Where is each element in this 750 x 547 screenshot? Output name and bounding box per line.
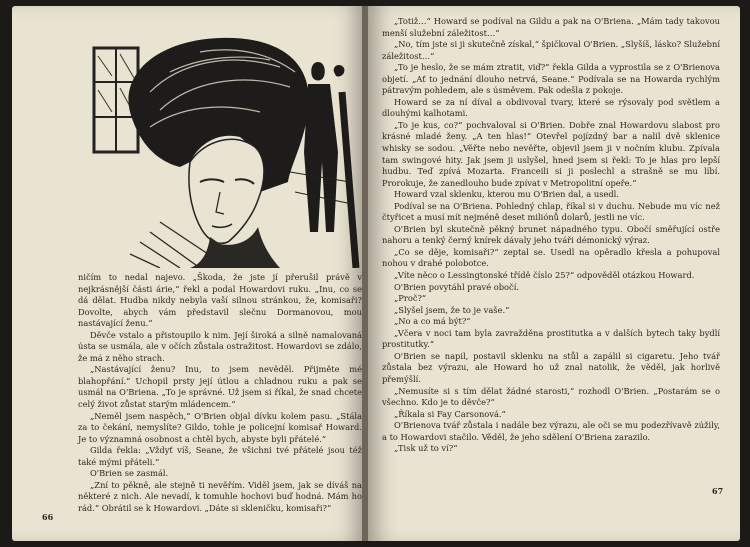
page-number-left: 66	[42, 512, 54, 522]
paragraph: „Slyšel jsem, že to je vaše.“	[394, 304, 510, 315]
paragraph: „Proč?“	[394, 293, 427, 304]
paragraph: „Včera v noci tam byla zavražděna prostitutka a v dalších bytech taky bydlí prostitutky.“	[382, 327, 720, 350]
paragraph: „To je heslo, že se mám ztratit, viď?“ řekla Gilda a vyprostila se z O'Brienova objetí. „Ať to jednání dlouho netrvá, Seane.“ Podívala se na Howarda rychlým pátravým pohledem, ale s úsměvem. Pak odešla z pokoje.	[382, 62, 720, 96]
paragraph: Howard vzal sklenku, kterou mu O'Brien dal, a usedl.	[394, 189, 619, 200]
paragraph: „Totiž…“ Howard se podíval na Gildu a pak na O'Briena. „Mám tady takovou menší služební záležitost…“	[382, 16, 720, 38]
paragraph: O'Brien se napil, postavil sklenku na stůl a zapálil si cigaretu. Jeho tvář zůstala bez výrazu, ale Howard ho už znal natolik, že věděl, jak horlivě přemýšlí.	[382, 350, 720, 384]
left-page	[12, 6, 364, 541]
paragraph: O'Brienova tvář zůstala i nadále bez výrazu, ale oči se mu podezřívavě zúžily, a to Howardovi stačilo. Věděl, že jeho sdělení O'Briena zarazilo.	[382, 420, 720, 442]
paragraph: „Zní to pěkně, ale stejně ti nevěřím. Viděl jsem, jak se díváš na některé z nich. Ale nevadí, k tomuhle hochovi buď hodná. Mám ho rád.“ Obrátil se k Howardovi. „Dáte si skleničku, komisaři?“	[78, 479, 362, 513]
illustration	[90, 32, 360, 268]
paragraph: „Tisk už to ví?“	[394, 443, 458, 454]
paragraph: „Nemusíte si s tím dělat žádné starosti,“ rozhodl O'Brien. „Postarám se o všechno. Kdo je to děvče?“	[382, 385, 720, 408]
paragraph: „Víte něco o Lessingtonské třídě číslo 25?“ odpověděl otázkou Howard.	[394, 270, 695, 281]
paragraph: Gilda řekla: „Vždyť víš, Seane, že všichni tvé přátelé jsou též také mými přáteli.“	[78, 445, 362, 467]
paragraph: Podíval se na O'Briena. Pohledný chlap, říkal si v duchu. Nebude mu víc než čtyřicet a musí mít nejméně deset miliónů dolarů, jestli ne víc.	[382, 200, 720, 223]
page-number-right: 67	[712, 486, 724, 496]
paragraph: „Neměl jsem naspěch,“ O'Brien objal dívku kolem pasu. „Stála za to čekání, nemyslíte? Gildo, tohle je policejní komisař Howard. Je to významná osobnost a chtěl bych, abyste byli přátelé.“	[78, 410, 362, 444]
paragraph: O'Brien povytáhl pravé obočí.	[394, 281, 519, 292]
paragraph: O'Brien se zasmál.	[90, 468, 169, 479]
paragraph: „Říkala si Fay Carsonová.“	[394, 408, 506, 419]
paragraph: „To je kus, co?“ pochvaloval si O'Brien. Dobře znal Howardovu slabost pro krásné mladé ženy. „A ten hlas!“ Otevřel pojízdný bar a nalil dvě sklenice whisky se sodou. „Věřte nebo nevěřte, objevil jsem ji v nočním klubu. Zpívala tam swingové hity. Jak jsem ji uslyšel, hned jsem si řekl: To je hlas pro lepší hudbu. Teď zpívá Mozarta. Franceili si ji poslechl a strašně se mu líbí. Prorokuje, že zanedlouho bude zpívat v Metropolitní opeře.“	[382, 119, 720, 188]
paragraph: „No, tím jste si ji skutečně získal,“ špičkoval O'Brien. „Slyšíš, lásko? Služební záležitost…“	[382, 39, 720, 61]
paragraph: „Nastávající ženu? Inu, to jsem nevěděl. Přijměte mé blahopřání.“ Uchopil prsty její útlou a chladnou ruku a pak se usmál na O'Briena. „To je správné. Už jsem si říkal, že snad chcete celý život zůstat starým mládencem.“	[78, 364, 362, 410]
paragraph: „Co se děje, komisaři?“ zeptal se. Usedl na opěradlo křesla a pohupoval nohou v drahé polobotce.	[382, 246, 720, 269]
paragraph: ničím to nedal najevo. „Škoda, že jste jí přerušil právě v nejkrásnější části árie,“ řekl a podal Howardovi ruku. „Inu, co se dá dělat. Hudba nikdy nebyla vaší silnou stránkou, že, komisaři? Dovolte, abych vám představil slečnu Dormanovou, mou nastávající ženu.“	[78, 272, 362, 329]
paragraph: „No a co má být?“	[394, 316, 471, 327]
paragraph: Howard se za ní díval a obdivoval tvary, které se rýsovaly pod světlem a dlouhými kalhotami.	[382, 96, 720, 119]
right-page	[368, 6, 740, 541]
paragraph: Děvče vstalo a přistoupilo k nim. Její široká a silně namalovaná ústa se usmála, ale v očích zůstala ostražitost. Howardovi se zdálo, že má z něho strach.	[78, 329, 362, 363]
right-page-text	[382, 16, 720, 455]
paragraph: O'Brien byl skutečně pěkný brunet nápadného typu. Obočí směřující ostře nahoru a tenký černý knírek dávaly jeho tváři démonický výraz.	[382, 223, 720, 246]
left-page-text	[78, 272, 362, 514]
